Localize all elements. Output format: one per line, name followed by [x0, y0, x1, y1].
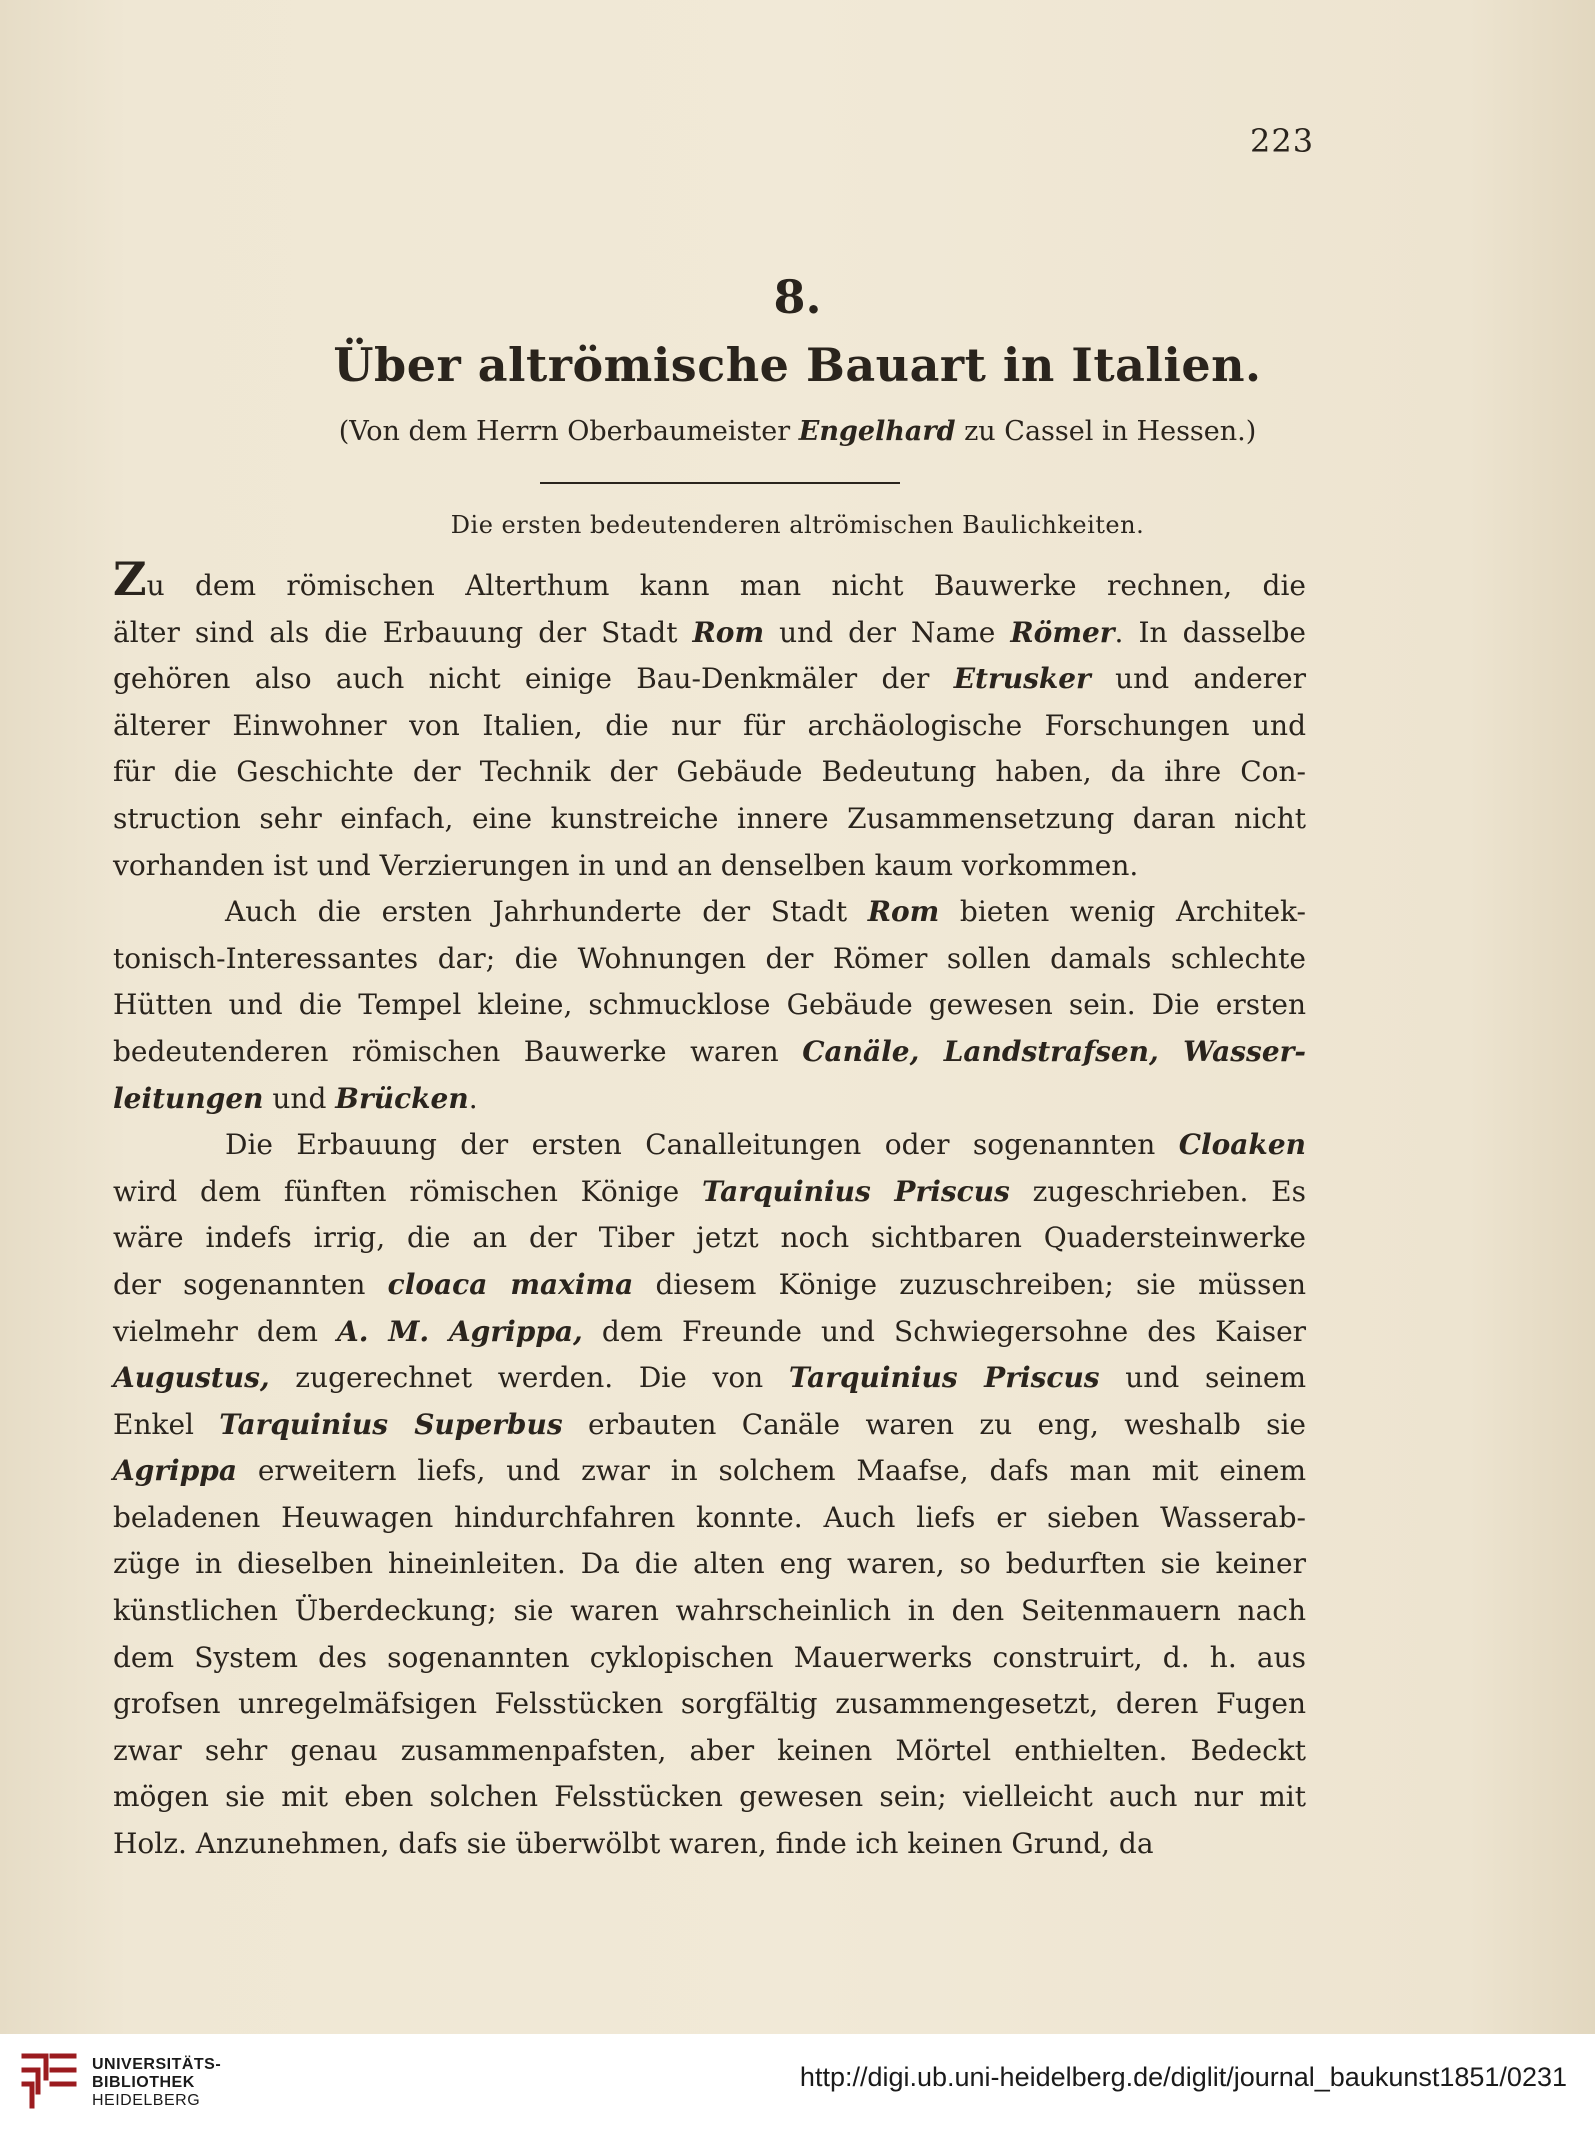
text-run: älterer Einwohner von Italien, die nur für archäologische Forschungen und: [113, 708, 1306, 742]
source-url[interactable]: http://digi.ub.uni-heidelberg.de/diglit/journal_baukunst1851/0231: [799, 2062, 1567, 2092]
text-run: dem Freunde und Schwiegersohne des Kaiser: [582, 1314, 1307, 1348]
text-line: [113, 1541, 1306, 1588]
text-run: der sogenannten: [113, 1267, 388, 1301]
emphasis-text: Römer: [1010, 615, 1115, 649]
text-run: dem System des sogenannten cyklopischen Mauerwerks construirt, d. h. aus: [113, 1640, 1306, 1674]
text-line: [113, 1774, 1306, 1821]
text-line: [113, 1076, 1306, 1123]
text-run: erbauten Canäle waren zu eng, weshalb sie: [562, 1407, 1306, 1441]
text-line: [113, 1262, 1306, 1309]
text-line: [113, 656, 1306, 703]
text-line: [113, 1215, 1306, 1262]
text-run: bieten wenig Architek-: [939, 895, 1306, 929]
text-line: [113, 610, 1306, 657]
text-run: und anderer: [1090, 662, 1306, 696]
text-line: [113, 1728, 1306, 1775]
text-line: [113, 1029, 1306, 1076]
text-run: für die Geschichte der Technik der Gebäude Bedeutung haben, da ihre Con-: [113, 755, 1306, 789]
emphasis-text: leitungen: [113, 1081, 264, 1115]
text-line: [113, 889, 1306, 936]
text-line: [113, 1588, 1306, 1635]
text-line: [113, 1309, 1306, 1356]
text-run: Die Erbauung der ersten Canalleitungen oder sogenannten: [225, 1128, 1179, 1162]
library-name: [92, 2056, 221, 2110]
emphasis-text: Etrusker: [953, 662, 1091, 696]
text-line: [113, 796, 1306, 843]
library-footer: [0, 2034, 1595, 2139]
text-run: vorhanden ist und Verzierungen in und an denselben kaum vorkommen.: [113, 848, 1139, 882]
emphasis-text: cloaca maxima: [387, 1267, 634, 1301]
text-run: vielmehr dem: [113, 1314, 338, 1348]
text-run: älter sind als die Erbauung der Stadt: [113, 615, 693, 649]
emphasis-text: Cloaken: [1178, 1128, 1306, 1162]
text-run: diesem Könige zuzuschreiben; sie müssen: [633, 1267, 1306, 1301]
text-run: wird dem fünften römischen Könige: [113, 1174, 703, 1208]
article-body: [113, 552, 1307, 1868]
text-run: struction sehr einfach, eine kunstreiche innere Zusammensetzung daran nicht: [113, 801, 1306, 835]
text-run: Enkel: [113, 1407, 220, 1441]
text-line: [113, 1122, 1306, 1169]
text-run: grofsen unregelmäfsigen Felsstücken sorgfältig zusammengesetzt, deren Fugen: [113, 1687, 1306, 1721]
title-divider: [540, 482, 900, 484]
text-line: [113, 703, 1306, 750]
drop-cap: Z: [113, 552, 147, 606]
text-line: [113, 749, 1306, 796]
emphasis-text: Tarquinius Priscus: [702, 1174, 1010, 1208]
emphasis-text: A. M. Agrippa,: [337, 1314, 583, 1348]
emphasis-text: Brücken: [335, 1081, 469, 1115]
text-run: wäre indefs irrig, die an der Tiber jetzt noch sichtbaren Quadersteinwerke: [113, 1221, 1306, 1255]
byline-prefix: (Von dem Herrn Oberbaumeister: [338, 416, 799, 447]
emphasis-text: Rom: [692, 615, 765, 649]
text-run: Auch die ersten Jahrhunderte der Stadt: [225, 895, 868, 929]
text-run: Hütten und die Tempel kleine, schmucklose Gebäude gewesen sein. Die ersten: [113, 988, 1306, 1022]
text-run: gehören also auch nicht einige Bau-Denkmäler der: [113, 662, 954, 696]
emphasis-text: Tarquinius Priscus: [788, 1361, 1100, 1395]
page-number: 223: [1250, 122, 1315, 160]
emphasis-text: Canäle, Landstrafsen, Wasser-: [802, 1034, 1306, 1068]
library-logo-icon: [18, 2046, 80, 2116]
text-line: [113, 1821, 1306, 1868]
text-line: [113, 1495, 1306, 1542]
text-run: züge in dieselben hineinleiten. Da die alten eng waren, so bedurften sie keiner: [113, 1547, 1306, 1581]
text-run: . In dasselbe: [1114, 615, 1306, 649]
text-line: [113, 936, 1306, 983]
library-name-line2: BIBLIOTHEK: [92, 2074, 195, 2091]
text-line: [113, 1448, 1306, 1495]
text-run: und: [263, 1081, 336, 1115]
text-run: künstlichen Überdeckung; sie waren wahrscheinlich in den Seitenmauern nach: [113, 1594, 1306, 1628]
byline: [0, 416, 1595, 447]
emphasis-text: Agrippa: [113, 1454, 237, 1488]
text-line: [113, 1355, 1306, 1402]
text-run: bedeutenderen römischen Bauwerke waren: [113, 1034, 803, 1068]
library-name-line1: UNIVERSITÄTS-: [92, 2056, 222, 2073]
emphasis-text: Tarquinius Superbus: [219, 1407, 563, 1441]
text-line: [113, 1635, 1306, 1682]
text-run: Holz. Anzunehmen, dafs sie überwölbt waren, finde ich keinen Grund, da: [113, 1827, 1154, 1861]
text-run: zugerechnet werden. Die von: [269, 1361, 789, 1395]
text-line: [113, 552, 1306, 610]
text-line: [113, 1681, 1306, 1728]
byline-suffix: zu Cassel in Hessen.): [955, 416, 1257, 447]
text-run: mögen sie mit eben solchen Felsstücken gewesen sein; vielleicht auch nur mit: [113, 1780, 1306, 1814]
text-run: erweitern liefs, und zwar in solchem Maafse, dafs man mit einem: [237, 1454, 1306, 1488]
text-run: tonisch-Interessantes dar; die Wohnungen der Römer sollen damals schlechte: [113, 941, 1306, 975]
library-name-line3: HEIDELBERG: [92, 2092, 201, 2109]
text-line: [113, 1169, 1306, 1216]
text-run: und der Name: [764, 615, 1011, 649]
text-line: [113, 1402, 1306, 1449]
text-run: u dem römischen Alterthum kann man nicht Bauwerke rechnen, die: [146, 569, 1306, 602]
text-run: beladenen Heuwagen hindurchfahren konnte. Auch liefs er sieben Wasserab-: [113, 1500, 1306, 1534]
author-name: Engelhard: [798, 416, 956, 447]
text-line: [113, 843, 1306, 890]
text-line: [113, 982, 1306, 1029]
article-title: Über altrömische Bauart in Italien.: [333, 338, 1262, 392]
text-run: .: [468, 1081, 478, 1115]
text-run: und seinem: [1099, 1361, 1306, 1395]
text-run: zwar sehr genau zusammenpafsten, aber keinen Mörtel enthielten. Bedeckt: [113, 1733, 1306, 1767]
emphasis-text: Augustus,: [113, 1361, 270, 1395]
emphasis-text: Rom: [867, 895, 940, 929]
chapter-number: 8.: [773, 270, 822, 324]
section-heading: Die ersten bedeutenderen altrömischen Baulichkeiten.: [450, 511, 1145, 539]
text-run: zugeschrieben. Es: [1009, 1174, 1306, 1208]
